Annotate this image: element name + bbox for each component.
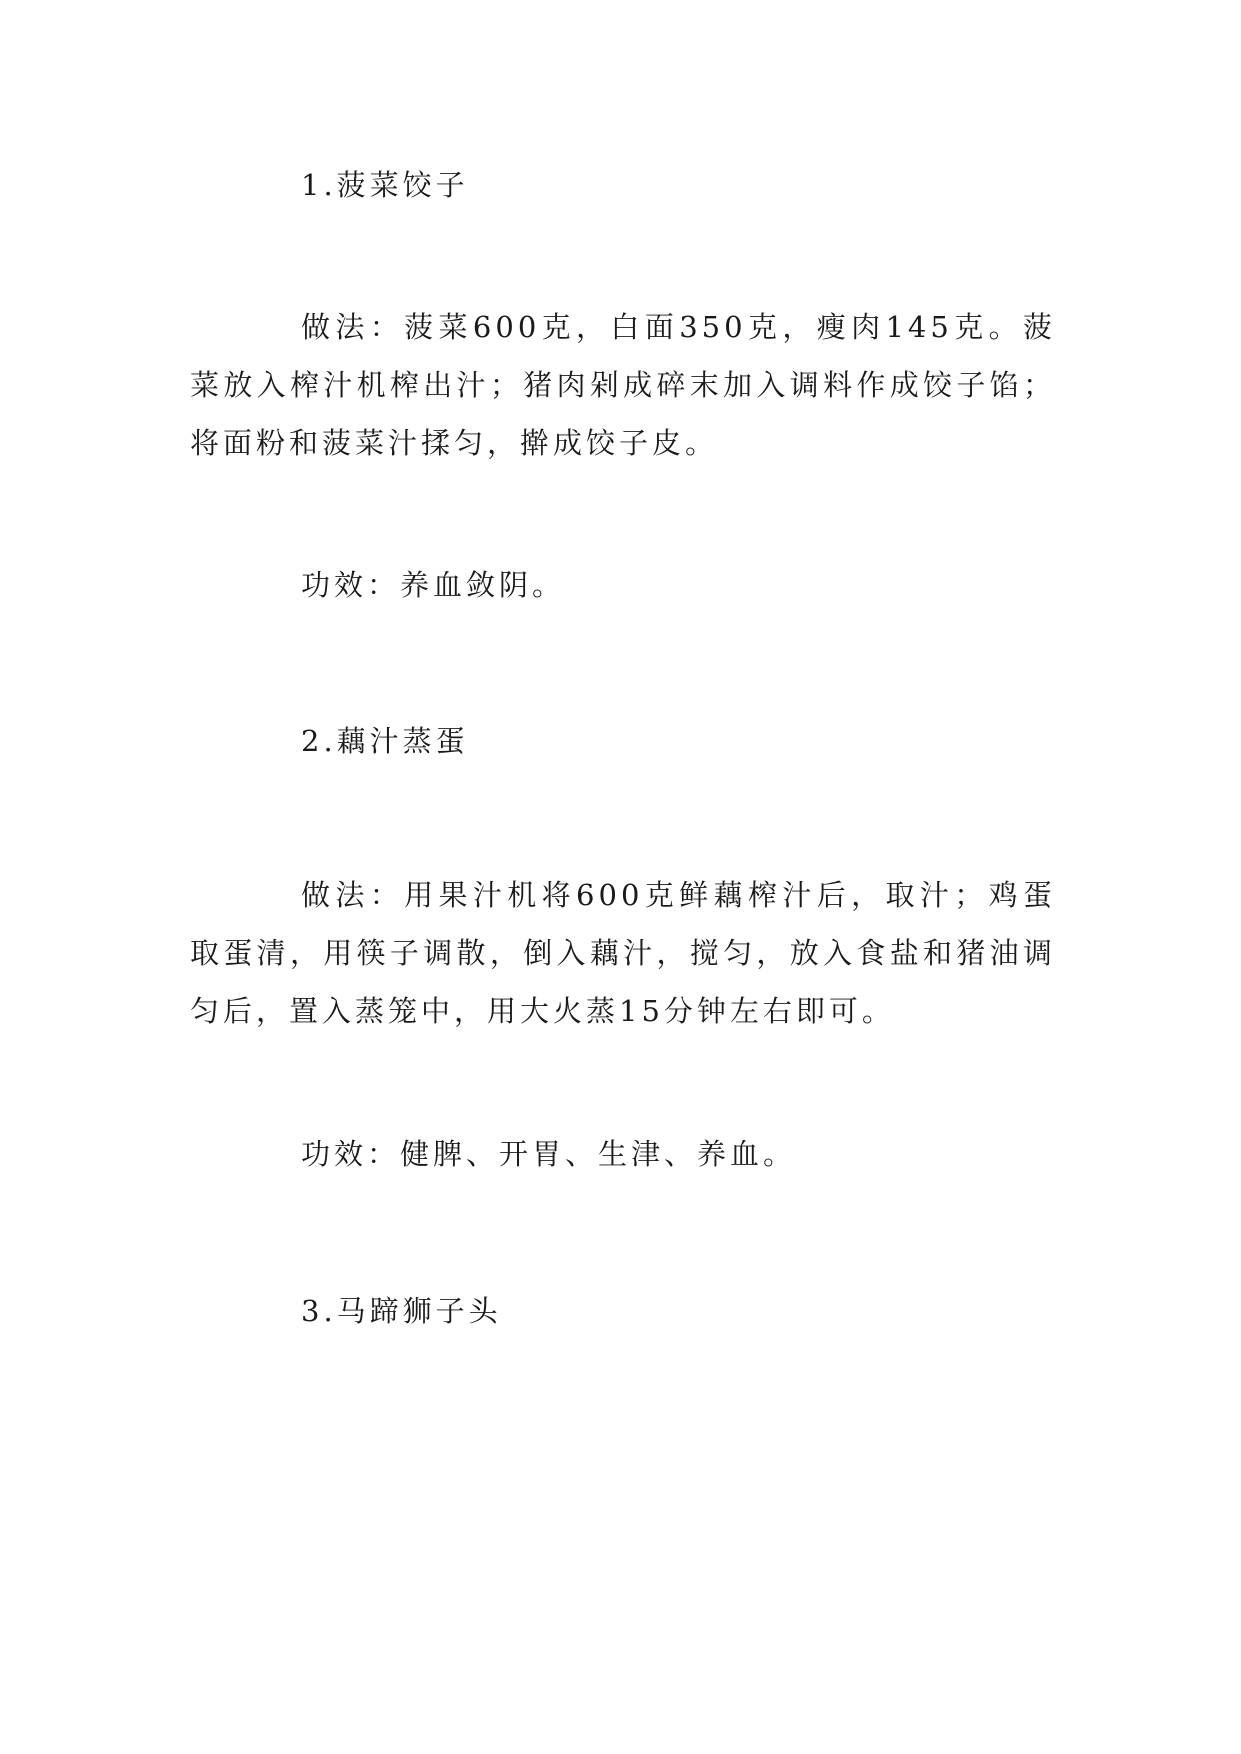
section-2-method: 做法：用果汁机将600克鲜藕榨汁后，取汁；鸡蛋取蛋清，用筷子调散，倒入藕汁，搅匀，放入食盐和猪油调匀后，置入蒸笼中，用大火蒸15分钟左右即可。 bbox=[190, 878, 1056, 1028]
section-3-heading: 3.马蹄狮子头 bbox=[301, 1294, 502, 1328]
section-1-method: 做法：菠菜600克，白面350克，瘦肉145克。菠菜放入榨汁机榨出汁；猪肉剁成碎末加入调料作成饺子馅；将面粉和菠菜汁揉匀，擀成饺子皮。 bbox=[190, 310, 1056, 460]
section-1-effect: 功效：养血敛阴。 bbox=[301, 568, 566, 602]
section-1-heading: 1.菠菜饺子 bbox=[301, 168, 469, 202]
section-2-effect: 功效：健脾、开胃、生津、养血。 bbox=[301, 1137, 797, 1171]
section-2-heading: 2.藕汁蒸蛋 bbox=[301, 724, 469, 758]
